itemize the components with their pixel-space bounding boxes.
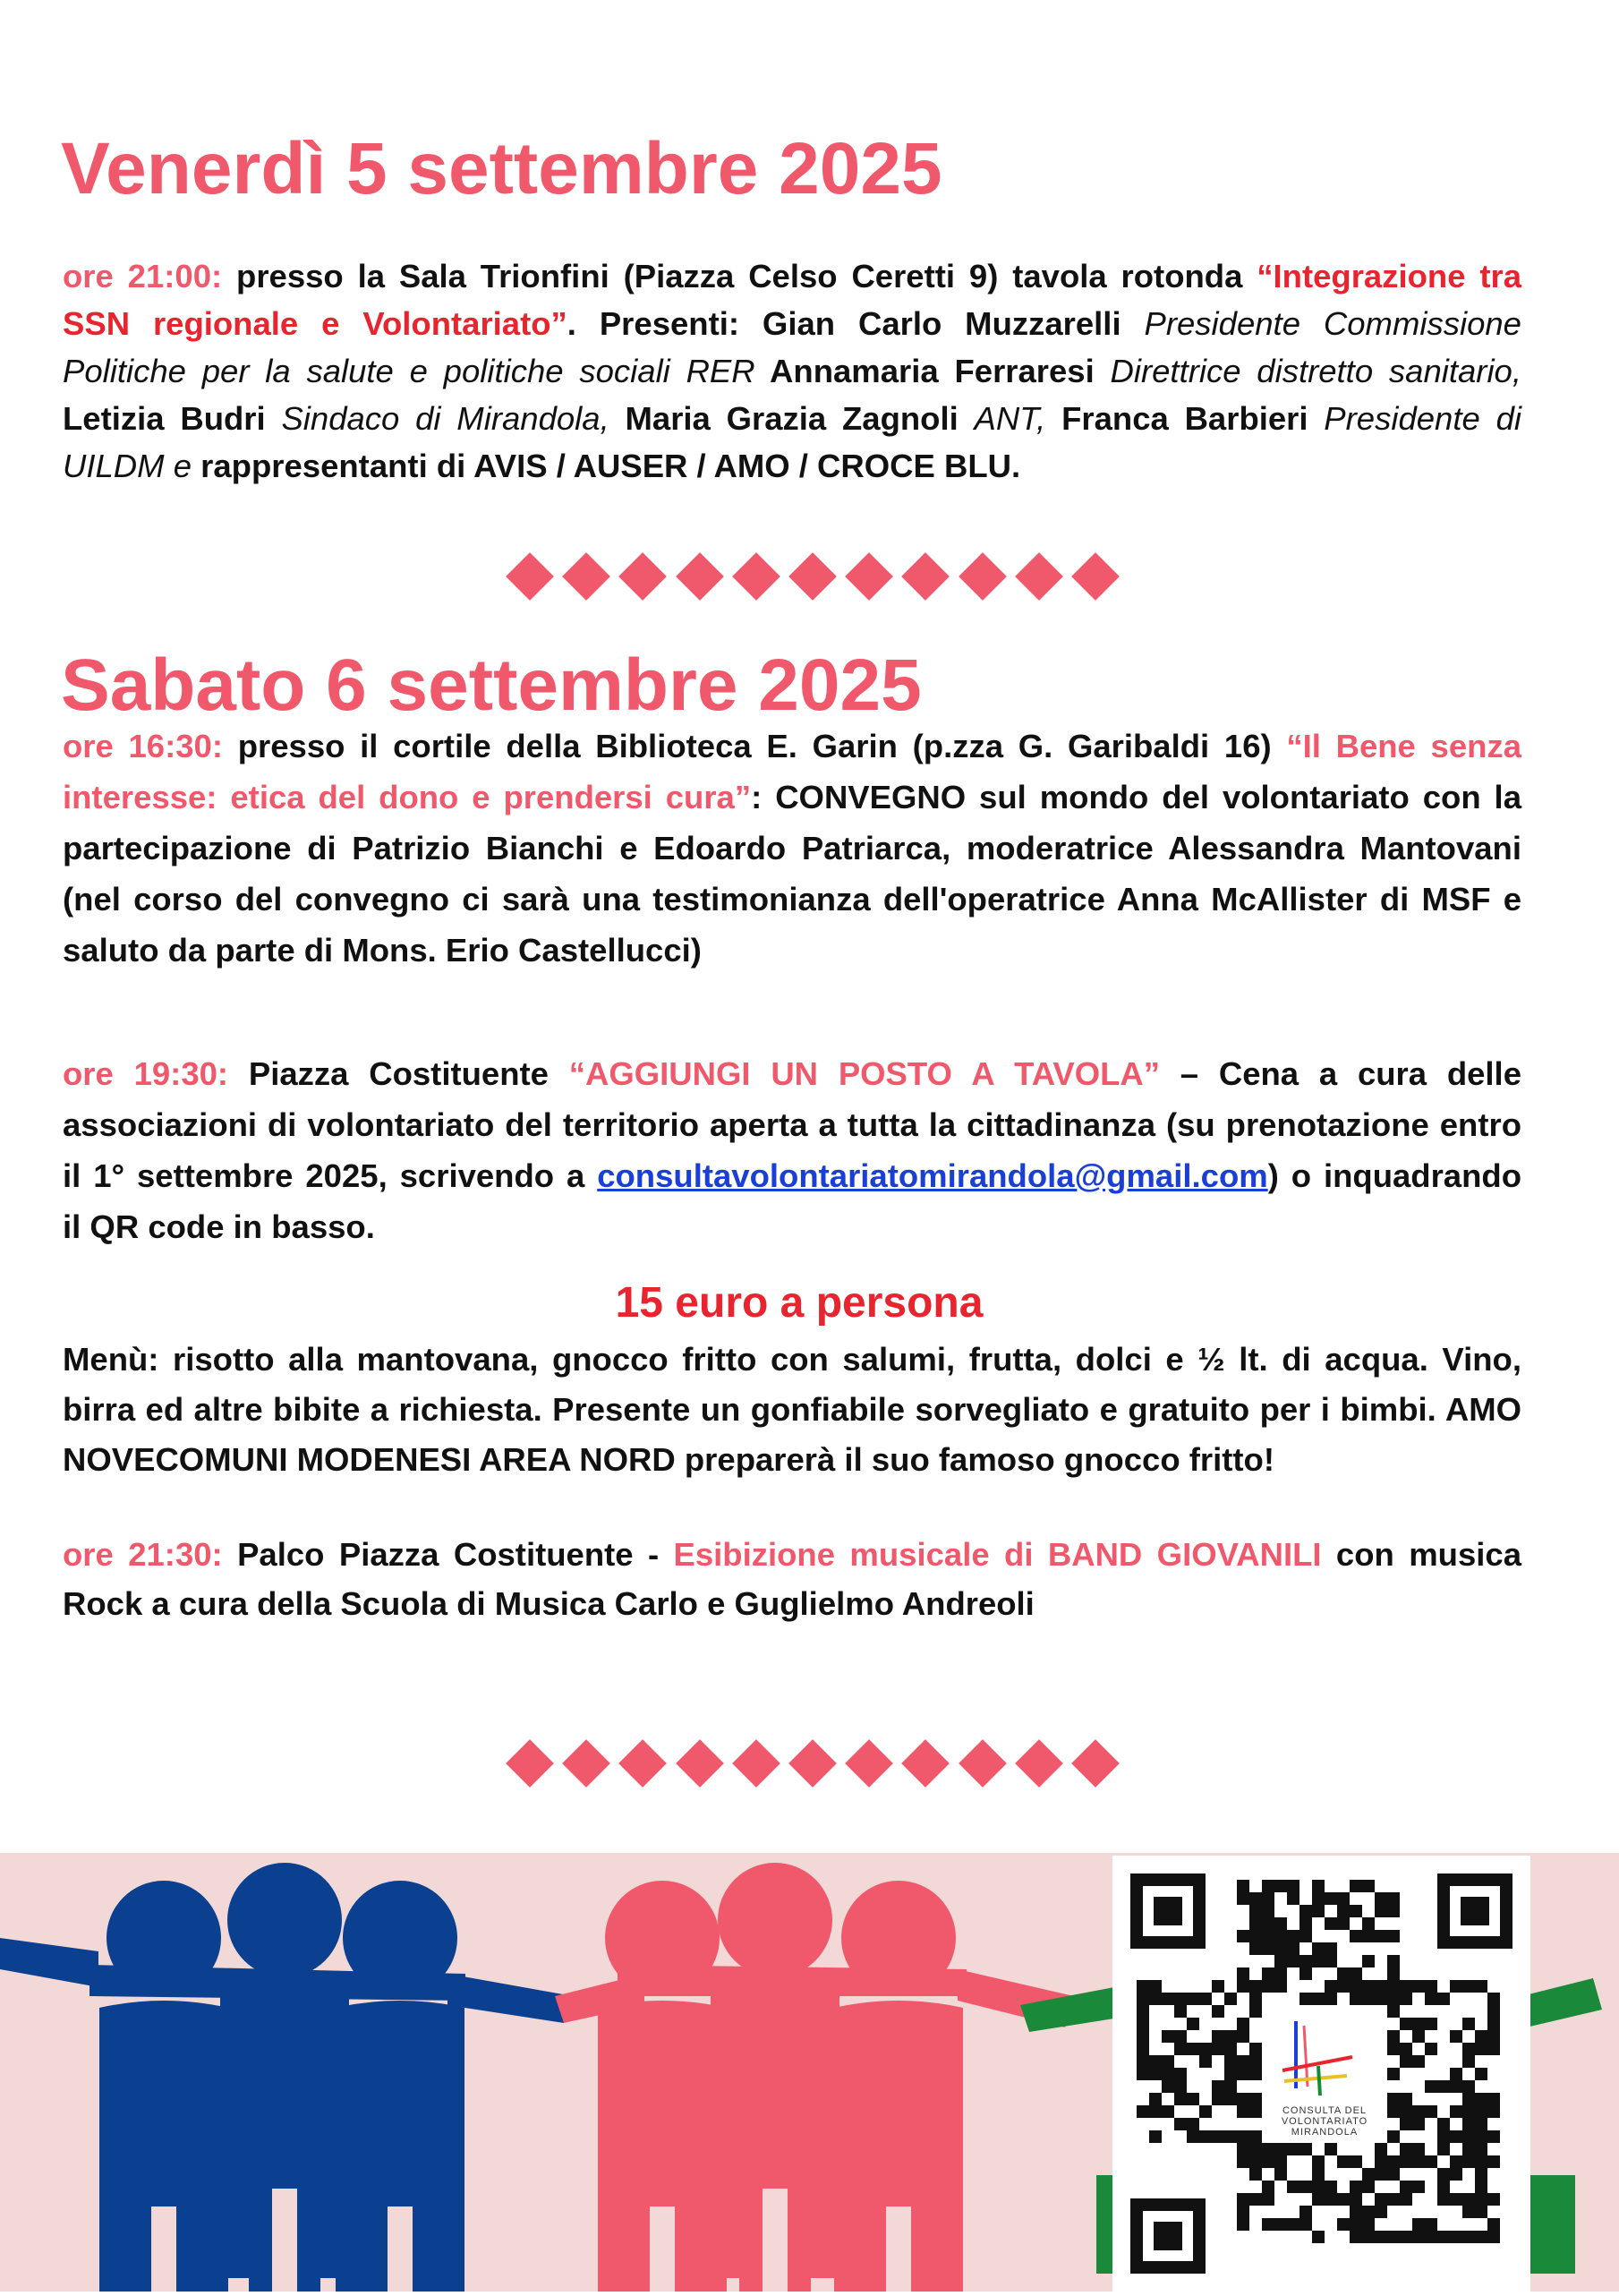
friday-paragraph: ore 21:00: presso la Sala Trionfini (Piazza Celso Ceretti 9) tavola rotonda “Integrazione tra SSN regionale e Volontariato”. Presenti: Gian Carlo Muzzarelli Presidente Commissione Politiche per la salute e politiche sociali RER Annamaria Ferraresi Direttrice distretto sanitario, Letizia Budri Sindaco di Mirandola, Maria Grazia Zagnoli ANT, Franca Barbieri Presidente di UILDM e rappresentanti di AVIS / AUSER / AMO / CROCE BLU. (63, 258, 1521, 484)
friday-time: ore 21:00: (63, 258, 223, 294)
friday-title: Venerdì 5 settembre 2025 (61, 128, 942, 209)
blue-figures (0, 1863, 573, 2292)
price-label: 15 euro a persona (615, 1279, 984, 1327)
qr-code-pattern (1112, 1856, 1530, 2292)
diamond-divider-top (513, 550, 1112, 603)
event-1930-title: “AGGIUNGI UN POSTO A TAVOLA” (568, 1055, 1160, 1092)
qr-code[interactable] (1112, 1856, 1530, 2292)
saturday-title: Sabato 6 settembre 2025 (61, 644, 922, 726)
event-1630-paragraph: ore 16:30: presso il cortile della Biblioteca E. Garin (p.zza G. Garibaldi 16) “Il Bene senza interesse: etica del dono e prendersi cura”: CONVEGNO sul mondo del volontariato con la partecipazione di Patrizio Bianchi e Edoardo Patriarca, moderatrice Alessandra Mantovani (nel corso del convegno ci sarà una testimonianza dell'operatrice Anna McAllister di MSF e saluto da parte di Mons. Erio Castellucci) (63, 728, 1522, 969)
event-2130-time: ore 21:30: (63, 1536, 223, 1573)
event-1630-title: “Il Bene senza interesse: etica del dono e prendersi cura” (63, 728, 1522, 815)
event-1630-time: ore 16:30: (63, 728, 224, 764)
event-2130-title: Esibizione musicale di BAND GIOVANILI (673, 1536, 1322, 1573)
event-1930-time: ore 19:30: (63, 1055, 229, 1092)
friday-event-title: “Integrazione tra SSN regionale e Volontariato” (63, 258, 1521, 342)
pink-figures (555, 1863, 1074, 2292)
event-1930-paragraph: ore 19:30: Piazza Costituente “AGGIUNGI UN POSTO A TAVOLA” – Cena a cura delle associazioni di volontariato del territorio aperta a tutta la cittadinanza (su prenotazione entro il 1° settembre 2025, scrivendo a consultavolontariatomirandola@gmail.com) o inquadrando il QR code in basso. (63, 1055, 1522, 1245)
diamond-divider-bottom (513, 1737, 1112, 1790)
contact-email-link[interactable]: consultavolontariatomirandola@gmail.com (597, 1157, 1268, 1194)
consulta-logo-caption: CONSULTA DEL VOLONTARIATO MIRANDOLA (1281, 2105, 1368, 2138)
menu-paragraph: Menù: risotto alla mantovana, gnocco fritto con salumi, frutta, dolci e ½ lt. di acqua. Vino, birra ed altre bibite a richiesta. Presente un gonfiabile sorvegliato e gratuito per i bimbi. AMO NOVECOMUNI MODENESI AREA NORD preparerà il suo famoso gnocco fritto! (63, 1341, 1521, 1478)
event-2130-paragraph: ore 21:30: Palco Piazza Costituente - Esibizione musicale di BAND GIOVANILI con musica Rock a cura della Scuola di Musica Carlo e Guglielmo Andreoli (63, 1536, 1521, 1622)
